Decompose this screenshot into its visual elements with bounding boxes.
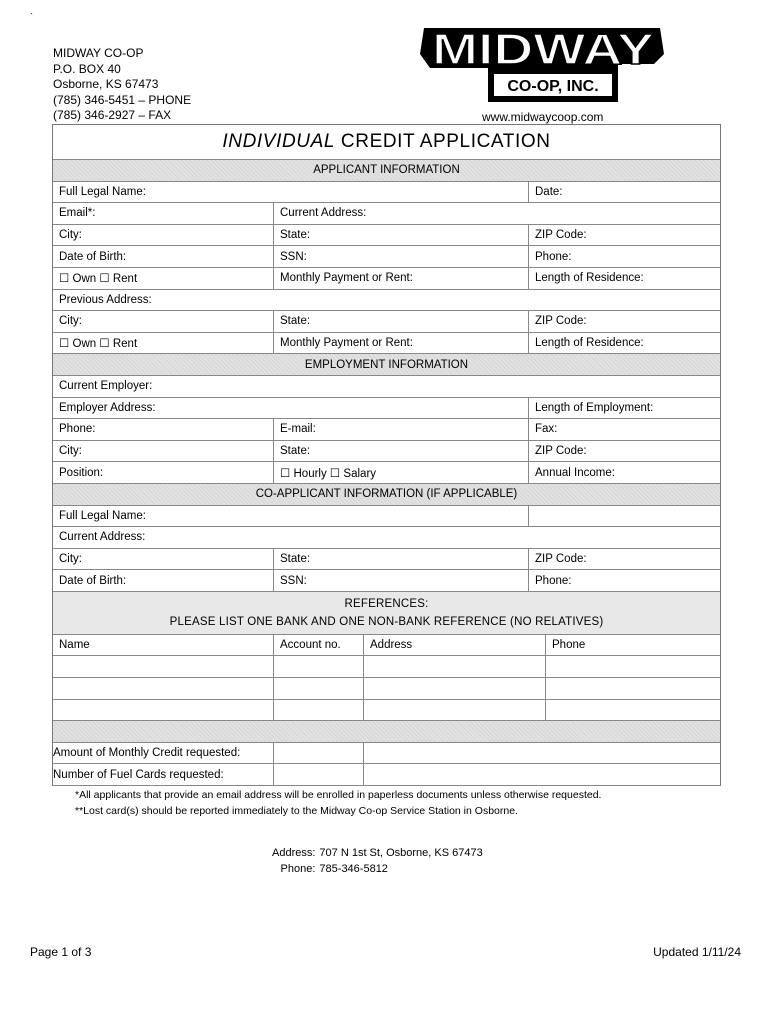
section-applicant: APPLICANT INFORMATION [53, 160, 720, 182]
logo-text: MIDWAY [432, 25, 654, 74]
credit-application-form [52, 124, 721, 786]
prev-zip-field[interactable]: ZIP Code: [535, 315, 587, 328]
employer-phone-field[interactable]: Phone: [53, 419, 274, 440]
references-instructions: PLEASE LIST ONE BANK AND ONE NON-BANK REFERENCE (NO RELATIVES) [169, 615, 604, 628]
ref-address-input[interactable] [364, 678, 546, 699]
prev-length-residence-field[interactable]: Length of Residence: [535, 337, 644, 350]
divider-band [53, 721, 720, 743]
ref-name-input[interactable] [53, 678, 274, 699]
co-full-legal-name-field[interactable]: Full Legal Name: [53, 506, 529, 527]
form-row [53, 549, 720, 571]
fuel-cards-label: Number of Fuel Cards requested: [53, 764, 274, 785]
reference-row [53, 656, 720, 678]
length-employment-field[interactable]: Length of Employment: [535, 401, 654, 414]
ref-address-input[interactable] [364, 700, 546, 721]
employer-address-field[interactable]: Employer Address: [53, 398, 529, 419]
hourly-salary-checkbox[interactable]: ☐ Hourly ☐ Salary [274, 462, 529, 483]
own-rent-checkbox[interactable]: ☐ Own ☐ Rent [53, 268, 274, 289]
form-row [53, 203, 720, 225]
ssn-field[interactable]: SSN: [274, 246, 529, 267]
ref-account-header: Account no. [274, 635, 364, 656]
form-row [53, 419, 720, 441]
co-phone-field[interactable]: Phone: [535, 574, 572, 587]
company-city: Osborne, KS 67473 [53, 77, 159, 91]
website: www.midwaycoop.com [482, 110, 604, 124]
zip-field[interactable]: ZIP Code: [535, 229, 587, 242]
form-row [53, 398, 720, 420]
ref-phone-input[interactable] [546, 678, 720, 699]
employer-city-field[interactable]: City: [53, 441, 274, 462]
co-zip-field[interactable]: ZIP Code: [535, 552, 587, 565]
references-heading: REFERENCES: [344, 597, 429, 610]
prev-state-field[interactable]: State: [274, 311, 529, 332]
form-row [53, 441, 720, 463]
monthly-payment-field[interactable]: Monthly Payment or Rent: [274, 268, 529, 289]
email-field[interactable]: Email*: [53, 203, 274, 224]
po-box: P.O. BOX 40 [53, 61, 121, 76]
co-blank-field[interactable] [529, 506, 720, 527]
ref-account-input[interactable] [274, 700, 364, 721]
prev-city-field[interactable]: City: [53, 311, 274, 332]
form-row [53, 246, 720, 268]
co-city-field[interactable]: City: [53, 549, 274, 570]
form-row [53, 311, 720, 333]
reference-row [53, 678, 720, 700]
position-field[interactable]: Position: [53, 462, 274, 483]
lost-card-note: **Lost card(s) should be reported immediately to the Midway Co-op Service Station in Osborne. [75, 805, 518, 817]
email-note: *All applicants that provide an email address will be enrolled in paperless documents unless otherwise requested. [75, 789, 602, 801]
ref-account-input[interactable] [274, 656, 364, 677]
page-number: Page 1 of 3 [30, 945, 92, 959]
monthly-credit-blank [364, 743, 720, 764]
previous-address-field[interactable]: Previous Address: [59, 293, 152, 306]
company-phone: (785) 346-5451 – PHONE [53, 92, 192, 107]
section-coapplicant: CO-APPLICANT INFORMATION (IF APPLICABLE) [53, 484, 720, 506]
current-address-field[interactable]: Current Address: [280, 207, 367, 220]
form-row [53, 268, 720, 290]
city-field[interactable]: City: [53, 225, 274, 246]
form-row [53, 506, 720, 528]
title-italic: INDIVIDUAL [222, 131, 336, 152]
fuel-cards-input[interactable] [274, 764, 364, 785]
address-label: Address: [272, 847, 316, 859]
phone-value: 785-346-5812 [319, 862, 388, 875]
monthly-credit-label: Amount of Monthly Credit requested: [53, 743, 274, 764]
phone-label: Phone: [280, 862, 316, 875]
co-ssn-field[interactable]: SSN: [274, 570, 529, 591]
stray-mark: ` [30, 12, 33, 22]
ref-name-header: Name [53, 635, 274, 656]
current-employer-field[interactable]: Current Employer: [59, 380, 153, 393]
dob-field[interactable]: Date of Birth: [53, 246, 274, 267]
co-state-field[interactable]: State: [274, 549, 529, 570]
section-employment: EMPLOYMENT INFORMATION [53, 354, 720, 376]
company-name: MIDWAY CO-OP [53, 46, 144, 60]
form-row [53, 527, 720, 549]
fuel-row [53, 764, 720, 786]
form-row [53, 225, 720, 247]
ref-name-input[interactable] [53, 700, 274, 721]
midway-logo [418, 24, 666, 104]
ref-phone-input[interactable] [546, 656, 720, 677]
reference-row [53, 700, 720, 722]
prev-monthly-payment-field[interactable]: Monthly Payment or Rent: [274, 333, 529, 354]
ref-phone-input[interactable] [546, 700, 720, 721]
section-references [53, 592, 720, 635]
form-row [53, 462, 720, 484]
ref-name-input[interactable] [53, 656, 274, 677]
form-row [53, 290, 720, 312]
full-legal-name-field[interactable]: Full Legal Name: [53, 182, 529, 203]
form-row [53, 182, 720, 204]
address-value: 707 N 1st St, Osborne, KS 67473 [319, 847, 483, 859]
logo-subtext: CO-OP, INC. [507, 78, 599, 95]
form-row [53, 333, 720, 355]
prev-own-rent-checkbox[interactable]: ☐ Own ☐ Rent [53, 333, 274, 354]
fuel-cards-blank [364, 764, 720, 785]
date-field[interactable]: Date: [535, 185, 563, 198]
reference-header-row [53, 635, 720, 657]
state-field[interactable]: State: [274, 225, 529, 246]
employer-state-field[interactable]: State: [274, 441, 529, 462]
monthly-credit-input[interactable] [274, 743, 364, 764]
employer-fax-field[interactable]: Fax: [535, 423, 558, 436]
ref-address-header: Address [364, 635, 546, 656]
co-dob-field[interactable]: Date of Birth: [53, 570, 274, 591]
form-row [53, 376, 720, 398]
employer-email-field[interactable]: E-mail: [274, 419, 529, 440]
co-current-address-field[interactable]: Current Address: [59, 531, 146, 544]
ref-account-input[interactable] [274, 678, 364, 699]
employer-zip-field[interactable]: ZIP Code: [535, 445, 587, 458]
title-rest: CREDIT APPLICATION [335, 131, 551, 152]
company-address-block [53, 46, 191, 124]
phone-field[interactable]: Phone: [535, 250, 572, 263]
form-title [53, 125, 720, 160]
ref-phone-header: Phone [552, 639, 586, 652]
credit-row [53, 743, 720, 765]
length-residence-field[interactable]: Length of Residence: [535, 272, 644, 285]
updated-date: Updated 1/11/24 [653, 945, 741, 959]
ref-address-input[interactable] [364, 656, 546, 677]
station-address [272, 846, 487, 877]
company-fax: (785) 346-2927 – FAX [53, 108, 172, 122]
annual-income-field[interactable]: Annual Income: [535, 466, 615, 479]
form-row [53, 570, 720, 592]
